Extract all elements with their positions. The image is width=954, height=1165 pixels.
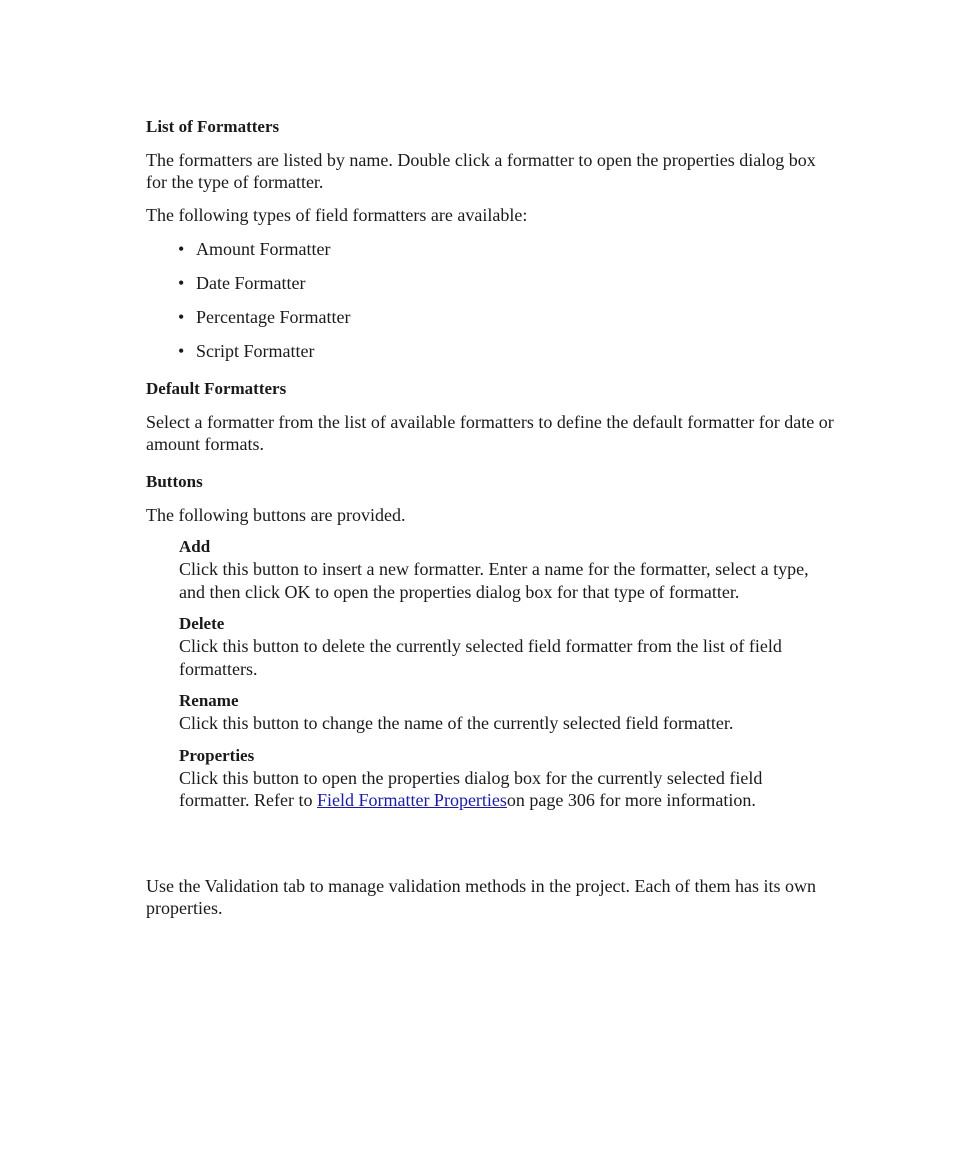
list-of-formatters-heading: List of Formatters — [146, 117, 280, 136]
buttons-intro: The following buttons are provided. — [146, 505, 406, 525]
list-item — [146, 306, 836, 340]
list-of-formatters-intro: The formatters are listed by name. Double click a formatter to open the properties dialog box for the type of formatter. — [146, 150, 816, 192]
button-desc-add: Click this button to insert a new formatter. Enter a name for the formatter, select a type, and then click OK to open the properties dialog box for that type of formatter. — [179, 559, 809, 602]
button-term-rename: Rename — [179, 691, 239, 710]
properties-desc-after: on page 306 for more information. — [506, 790, 756, 810]
formatter-types-list — [146, 238, 836, 374]
formatter-types-intro: The following types of field formatters are available: — [146, 205, 528, 225]
properties-desc-before: Click this button to open the properties dialog box for the currently selected field formatter. Refer to — [179, 767, 763, 810]
list-item — [146, 272, 836, 306]
bullet-icon: • — [178, 239, 185, 259]
button-term-properties: Properties — [179, 745, 255, 765]
formatter-type-amount: Amount Formatter — [196, 239, 331, 259]
validation-text: Use the Validation tab to manage validation methods in the project. Each of them has its own properties. — [146, 875, 817, 918]
button-desc-properties — [179, 767, 836, 812]
button-desc-delete: Click this button to delete the currently selected field formatter from the list of field formatters. — [179, 636, 782, 679]
button-desc-rename: Click this button to change the name of the currently selected field formatter. — [179, 713, 734, 733]
document-page — [146, 116, 836, 919]
button-def-add — [146, 536, 836, 603]
formatter-type-percentage: Percentage Formatter — [196, 307, 351, 327]
button-def-delete — [146, 613, 836, 680]
button-def-rename — [146, 690, 836, 735]
formatter-type-script: Script Formatter — [196, 341, 315, 361]
formatter-type-date: Date Formatter — [196, 273, 306, 293]
default-formatters-heading: Default Formatters — [146, 379, 287, 398]
field-formatter-properties-link[interactable]: Field Formatter Properties — [316, 790, 507, 810]
list-item — [146, 238, 836, 272]
list-item — [146, 340, 836, 374]
bullet-icon: • — [178, 273, 185, 293]
button-def-properties — [146, 745, 836, 812]
default-formatters-text: Select a formatter from the list of available formatters to define the default formatter for date or amount formats. — [146, 412, 834, 454]
button-term-delete: Delete — [179, 614, 225, 633]
bullet-icon: • — [178, 341, 185, 361]
bullet-icon: • — [178, 307, 185, 327]
buttons-heading: Buttons — [146, 472, 203, 491]
button-term-add: Add — [179, 537, 211, 556]
